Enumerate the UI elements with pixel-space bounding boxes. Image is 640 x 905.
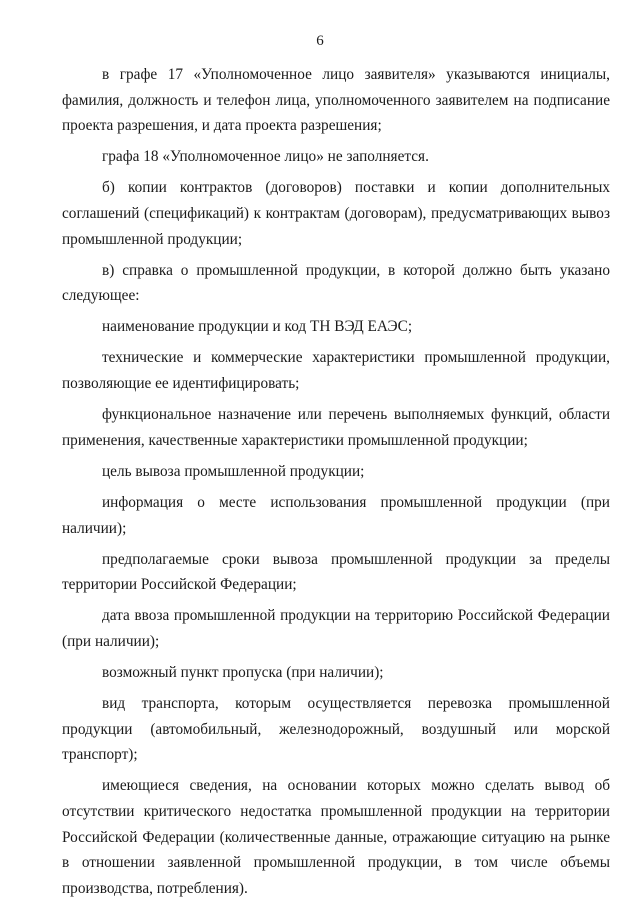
paragraph-shortage-info: имеющиеся сведения, на основании которых можно сделать вывод об отсутствии критического недостатка промышленной продукции на территории Российской Федерации (количественные данные, отражающие ситуацию на рынке в отношении заявленной промышленной продукции, в том числе объемы производства, потребления).	[62, 777, 610, 897]
page-number: 6	[316, 33, 324, 49]
paragraph-graph-18: графа 18 «Уполномоченное лицо» не заполняется.	[102, 148, 429, 166]
paragraph-usage-location: информация о месте использования промышленной продукции (при наличии);	[62, 493, 610, 537]
paragraph-product-certificate: в) справка о промышленной продукции, в которой должно быть указано следующее:	[62, 261, 610, 305]
paragraph-characteristics: технические и коммерческие характеристики промышленной продукции, позволяющие ее идентифицировать;	[62, 349, 610, 393]
paragraph-functional-purpose: функциональное назначение или перечень выполняемых функций, области применения, качественные характеристики промышленной продукции;	[62, 406, 610, 449]
paragraph-export-purpose: цель вывоза промышленной продукции;	[102, 462, 365, 480]
paragraph-checkpoint: возможный пункт пропуска (при наличии);	[102, 663, 384, 681]
paragraph-graph-17: в графе 17 «Уполномоченное лицо заявителя» указываются инициалы, фамилия, должность и телефон лица, уполномоченного заявителем на подписание проекта разрешения, и дата проекта разрешения;	[62, 66, 610, 135]
paragraph-product-name-code: наименование продукции и код ТН ВЭД ЕАЭС;	[102, 318, 413, 336]
paragraph-contract-copies: б) копии контрактов (договоров) поставки и копии дополнительных соглашений (спецификаций) к контрактам (договорам), предусматривающих вывоз промышленной продукции;	[62, 179, 610, 248]
document-body	[62, 62, 610, 901]
paragraph-import-date: дата ввоза промышленной продукции на территорию Российской Федерации (при наличии);	[62, 607, 610, 650]
paragraph-export-dates: предполагаемые сроки вывоза промышленной продукции за пределы территории Российской Федерации;	[62, 550, 610, 594]
paragraph-transport-type: вид транспорта, которым осуществляется перевозка промышленной продукции (автомобильный, железнодорожный, воздушный или морской транспорт);	[62, 695, 610, 764]
